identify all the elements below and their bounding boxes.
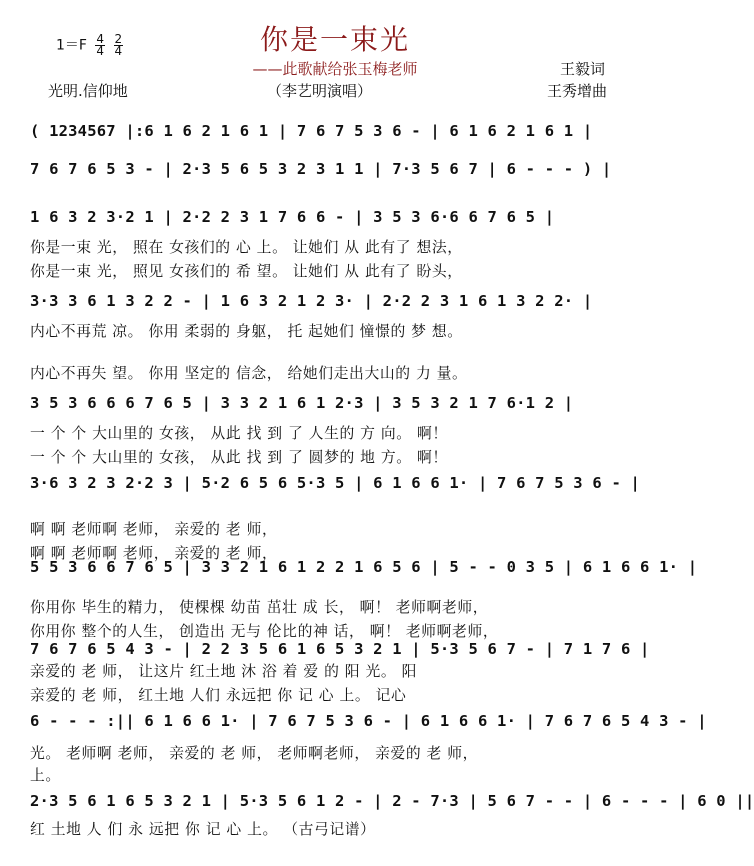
singer-credit: （李艺明演唱） <box>267 82 373 100</box>
lyric-line: 亲爱的 老 师， 让这片 红土地 沐 浴 着 爱 的 阳 光。 阳 <box>30 663 417 680</box>
notation-line: 2·3 5 6 1 6 5 3 2 1 | 5·3 5 6 1 2 - | 2 - 7·3 | 5 6 7 - - | 6 - - - | 6 0 || <box>30 792 754 810</box>
lyric-line: 你是一束 光， 照在 女孩们的 心 上。 让她们 从 此有了 想法， <box>30 239 463 256</box>
time-signature-b: $\frac{2}{4}$ <box>114 32 123 58</box>
lyric-line: 上。 <box>30 767 61 784</box>
song-title: 你是一束光 <box>259 23 410 56</box>
lyric-line: 你是一束 光， 照见 女孩们的 希 望。 让她们 从 此有了 盼头， <box>30 263 463 280</box>
notation-line: 3·3 3 6 1 3 2 2 - | 1 6 3 2 1 2 3· | 2·2 2 3 1 6 1 3 2 2· | <box>30 292 593 310</box>
notation-line: 1 6 3 2 3·2 1 | 2·2 2 3 1 7 6 6 - | 3 5 3 6·6 6 7 6 5 | <box>30 208 555 226</box>
key-signature <box>56 34 123 57</box>
lyric-line: 红 土地 人 们 永 远把 你 记 心 上。 （古弓记谱） <box>30 821 376 838</box>
key-label: 1＝F <box>56 37 87 54</box>
composer-credit: 王秀增曲 <box>547 82 608 100</box>
notation-line: 7 6 7 6 5 4 3 - | 2 2 3 5 6 1 6 5 3 2 1 | 5·3 5 6 7 - | 7 1 7 6 | <box>30 640 650 658</box>
lyric-line: 啊 啊 老师啊 老师， 亲爱的 老 师， <box>30 545 278 562</box>
lyricist-credit: 王毅词 <box>560 60 606 78</box>
lyric-line: 你用你 毕生的精力， 使棵棵 幼苗 茁壮 成 长， 啊！ 老师啊老师， <box>30 599 489 616</box>
notation-line: 3·6 3 2 3 2·2 3 | 5·2 6 5 6 5·3 5 | 6 1 6 6 1· | 7 6 7 5 3 6 - | <box>30 474 641 492</box>
song-subtitle: ——此歌献给张玉梅老师 <box>252 60 418 78</box>
notation-line: 6 - - - :|| 6 1 6 6 1· | 7 6 7 5 3 6 - | 6 1 6 6 1· | 7 6 7 6 5 4 3 - | <box>30 712 707 730</box>
lyric-line: 啊 啊 老师啊 老师， 亲爱的 老 师， <box>30 521 278 538</box>
lyric-line: 光。 老师啊 老师， 亲爱的 老 师， 老师啊老师， 亲爱的 老 师， <box>30 745 479 762</box>
time-signature-a: $\frac{4}{4}$ <box>96 32 105 58</box>
lyric-line: 一 个 个 大山里的 女孩， 从此 找 到 了 人生的 方 向。 啊！ <box>30 425 448 442</box>
lyric-line: 你用你 整个的人生， 创造出 无与 伦比的神 话， 啊！ 老师啊老师， <box>30 623 499 640</box>
notation-line: 3 5 3 6 6 6 7 6 5 | 3 3 2 1 6 1 2·3 | 3 5 3 2 1 7 6·1 2 | <box>30 394 574 412</box>
notation-line: 7 6 7 6 5 3 - | 2·3 5 6 5 3 2 3 1 1 | 7·3 5 6 7 | 6 - - - ) | <box>30 160 612 178</box>
lyric-line: 内心不再荒 凉。 你用 柔弱的 身躯， 托 起她们 憧憬的 梦 想。 <box>30 323 463 340</box>
lyric-line: 亲爱的 老 师， 红土地 人们 永远把 你 记 心 上。 记心 <box>30 687 407 704</box>
notation-line: ( 1234567 |:6 1 6 2 1 6 1 | 7 6 7 5 3 6 - | 6 1 6 2 1 6 1 | <box>30 122 593 140</box>
lyric-line: 内心不再失 望。 你用 坚定的 信念， 给她们走出大山的 力 量。 <box>30 365 468 382</box>
lyric-line: 一 个 个 大山里的 女孩， 从此 找 到 了 圆梦的 地 方。 啊！ <box>30 449 448 466</box>
place-label: 光明.信仰地 <box>48 82 128 100</box>
notation-line: 5 5 3 6 6 7 6 5 | 3 3 2 1 6 1 2 2 1 6 5 6 | 5 - - 0 3 5 | 6 1 6 6 1· | <box>30 558 698 576</box>
